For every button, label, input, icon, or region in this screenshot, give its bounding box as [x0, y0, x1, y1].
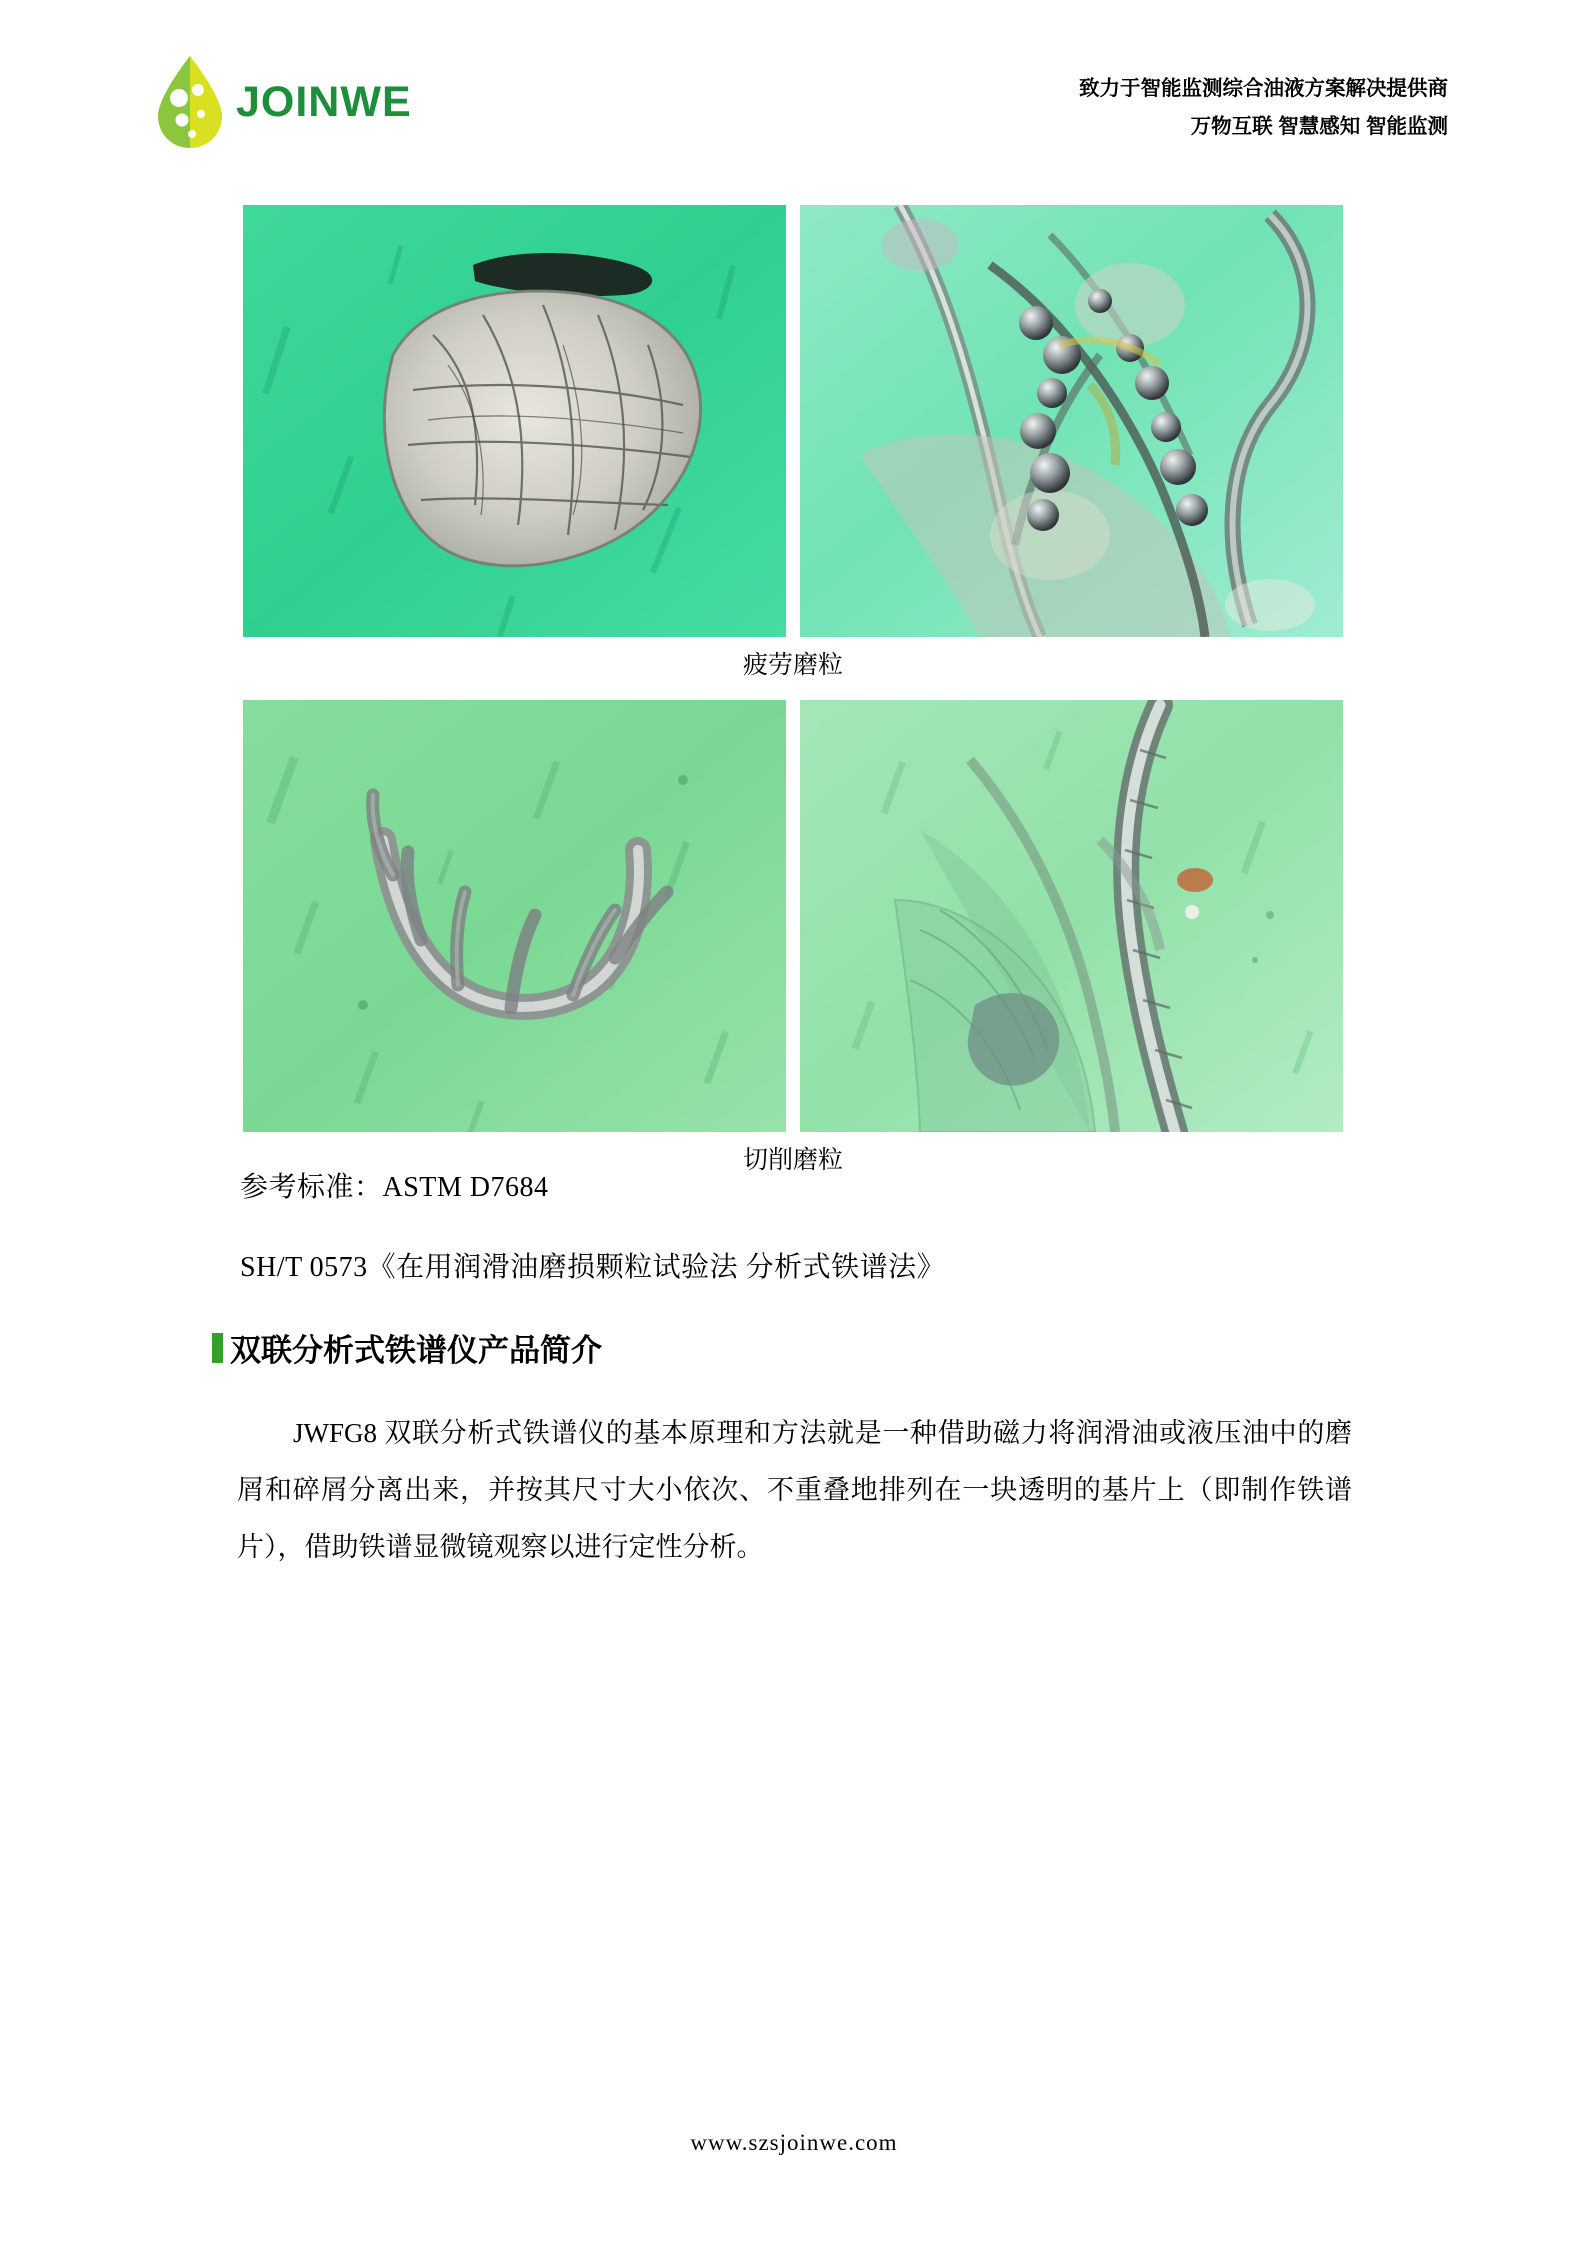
figure-caption-fatigue: 疲劳磨粒 [742, 651, 843, 679]
slogan-line-2: 万物互联 智慧感知 智能监测 [1190, 115, 1448, 138]
footer-website-url[interactable]: www.szsjoinwe.com [690, 2130, 898, 2155]
cutting-particle-image-left [243, 700, 786, 1132]
section-paragraph: JWFG8 双联分析式铁谱仪的基本原理和方法就是一种借助磁力将润滑油或液压油中的磨屑和碎屑分离出来，并按其尺寸大小依次、不重叠地排列在一块透明的基片上（即制作铁谱片），借助铁谱显微镜观察以进行定性分析。 [237, 1418, 1352, 1562]
page-header [0, 30, 1588, 150]
figure-row-cutting [243, 700, 1343, 1132]
section-accent-bar [212, 1333, 223, 1363]
fatigue-particle-image-left [243, 205, 786, 637]
figure-row-fatigue [243, 205, 1343, 637]
reference-standard-line-1: 参考标准：ASTM D7684 [240, 1172, 549, 1203]
reference-standard-line-2: SH/T 0573《在用润滑油磨损颗粒试验法 分析式铁谱法》 [240, 1252, 946, 1283]
header-slogan [1079, 70, 1448, 146]
section-heading [212, 1325, 602, 1370]
oil-drop-logo-icon [152, 54, 228, 150]
slogan-line-1: 致力于智能监测综合油液方案解决提供商 [1079, 77, 1448, 100]
logo-wordmark: JOINWE [236, 77, 412, 126]
cutting-particle-image-right [800, 700, 1343, 1132]
figure-caption-cutting: 切削磨粒 [742, 1146, 843, 1174]
brand-logo [152, 54, 412, 150]
section-heading-label: 双联分析式铁谱仪产品简介 [230, 1333, 602, 1368]
fatigue-particle-image-right [800, 205, 1343, 637]
